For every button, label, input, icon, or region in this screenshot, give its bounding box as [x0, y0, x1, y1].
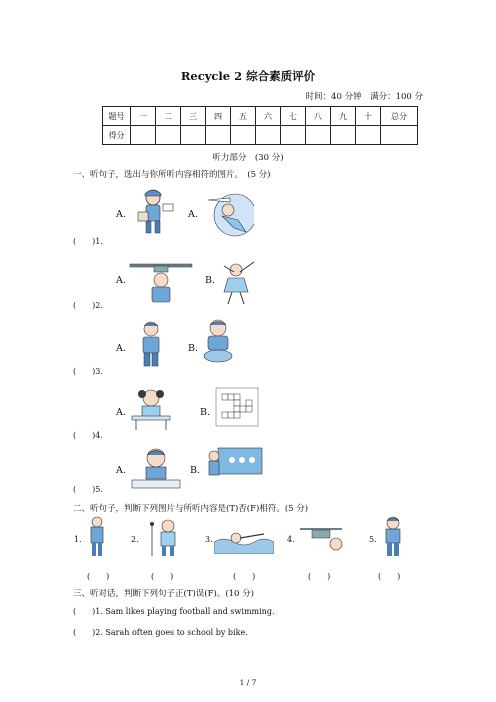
picture-number: 2.	[131, 535, 139, 544]
score-table-cell: 十	[356, 107, 381, 126]
section3-title: 三、听对话，判断下列句子正(T)误(F)。(10 分)	[73, 589, 254, 599]
picture-number: 1.	[74, 535, 82, 544]
option-b-label: B.	[205, 275, 216, 286]
question-number[interactable]: ( )1.	[73, 237, 103, 246]
score-table-cell: 四	[206, 107, 231, 126]
boy-standing-image	[382, 516, 404, 558]
girl-microphone-image	[146, 516, 180, 558]
time-score-info: 时间：40 分钟 满分：100 分	[305, 92, 423, 102]
option-a-label: A.	[116, 407, 126, 418]
score-table-cell: 七	[281, 107, 306, 126]
question-number[interactable]: ( )5.	[73, 485, 103, 494]
answer-paren[interactable]: ( )	[233, 572, 256, 581]
pilot-man-image	[88, 516, 106, 558]
option-b-label: B.	[200, 407, 211, 418]
option-a-label: A.	[116, 343, 126, 354]
answer-paren[interactable]: ( )	[308, 572, 331, 581]
statement-item[interactable]: ( )2. Sarah often goes to school by bike.	[73, 628, 248, 637]
question-number[interactable]: ( )4.	[73, 431, 103, 440]
boy-with-drone-image	[128, 260, 194, 304]
score-input-cell[interactable]	[231, 126, 256, 145]
score-input-cell[interactable]	[206, 126, 231, 145]
picture-number: 3.	[205, 535, 213, 544]
swimming-boy-image	[214, 524, 274, 554]
picture-number: 4.	[287, 535, 295, 544]
answer-paren[interactable]: ( )	[151, 572, 174, 581]
picture-number: 5.	[369, 535, 377, 544]
question-number[interactable]: ( )2.	[73, 301, 103, 310]
option-a-label: A.	[116, 275, 126, 286]
listening-part-title: 听力部分 (30 分)	[212, 153, 284, 163]
score-input-cell[interactable]	[306, 126, 331, 145]
boy-standing-image	[138, 320, 164, 368]
score-input-cell[interactable]	[181, 126, 206, 145]
score-input-cell[interactable]	[281, 126, 306, 145]
answer-paren[interactable]: ( )	[378, 572, 401, 581]
question-number[interactable]: ( )3.	[73, 367, 103, 376]
score-table-score-row	[103, 126, 418, 145]
drone-image	[296, 520, 346, 556]
score-table-cell: 一	[131, 107, 156, 126]
boy-drawing-image	[128, 446, 184, 492]
section1-title: 一、听句子，选出与你所听内容相符的图片。 (5 分)	[73, 170, 271, 180]
score-input-cell[interactable]	[356, 126, 381, 145]
postman-boy-image	[133, 186, 178, 238]
page-title: Recycle 2 综合素质评价	[180, 69, 316, 83]
page-number: 1 / 7	[239, 678, 257, 687]
score-row-label: 得分	[103, 126, 131, 145]
score-table-cell: 二	[156, 107, 181, 126]
score-table-cell: 题号	[103, 107, 131, 126]
option-a-label: A.	[116, 465, 126, 476]
statement-item[interactable]: ( )1. Sam likes playing football and swimming.	[73, 607, 275, 616]
score-input-cell[interactable]	[256, 126, 281, 145]
score-input-cell[interactable]	[156, 126, 181, 145]
answer-paren[interactable]: ( )	[87, 572, 110, 581]
option-b-label: B.	[188, 343, 199, 354]
boy-sitting-image	[202, 318, 234, 364]
score-table-cell: 总分	[381, 107, 418, 126]
score-table-header-row	[103, 107, 418, 126]
option-b-label: A.	[188, 209, 198, 220]
score-table-cell: 八	[306, 107, 331, 126]
score-table-cell: 五	[231, 107, 256, 126]
score-table	[102, 106, 418, 145]
option-a-label: A.	[116, 209, 126, 220]
score-table-cell: 六	[256, 107, 281, 126]
score-table-cell: 三	[181, 107, 206, 126]
girl-reading-image	[130, 386, 172, 432]
dancing-girl-image	[214, 258, 260, 306]
teacher-blackboard-image	[206, 446, 264, 476]
crossword-puzzle-image	[214, 386, 260, 428]
score-input-cell[interactable]	[331, 126, 356, 145]
score-table-cell: 九	[331, 107, 356, 126]
section2-title: 二、听句子，判断下列图片与所听内容是(T)否(F)相符。(5 分)	[73, 504, 309, 514]
flying-girl-image	[204, 192, 254, 238]
score-input-cell[interactable]	[131, 126, 156, 145]
score-input-cell[interactable]	[381, 126, 418, 145]
option-b-label: B.	[190, 465, 201, 476]
